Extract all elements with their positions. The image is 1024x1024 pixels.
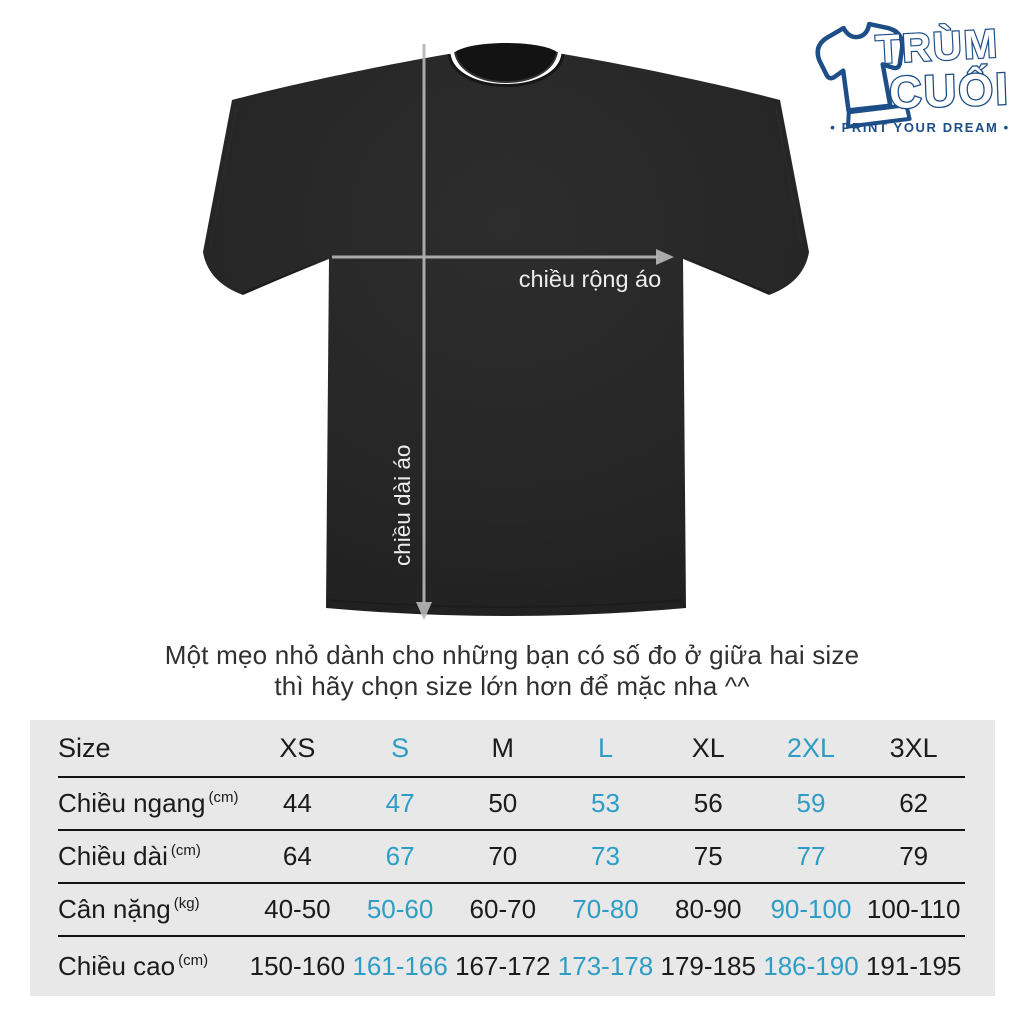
header-size-s: S bbox=[391, 732, 410, 763]
cell-height-xl: 179-185 bbox=[660, 951, 756, 981]
size-table bbox=[30, 720, 995, 996]
tip-line-1: Một mẹo nhỏ dành cho những bạn có số đo ở giữa hai size bbox=[164, 640, 860, 670]
brand-logo bbox=[808, 8, 1022, 148]
cell-width-2xl: 59 bbox=[796, 788, 826, 818]
cell-length-2xl: 77 bbox=[796, 841, 826, 871]
cell-weight-3xl: 100-110 bbox=[866, 894, 961, 924]
cell-weight-m: 60-70 bbox=[469, 894, 537, 924]
cell-width-l: 53 bbox=[591, 788, 620, 818]
row-label-weight-text: Cân nặng bbox=[58, 894, 171, 924]
cell-length-xs: 64 bbox=[282, 841, 312, 871]
header-size-label: Size bbox=[58, 732, 111, 763]
brand-name-bottom: CUỐI bbox=[888, 62, 1011, 119]
cell-weight-s: 50-60 bbox=[366, 894, 434, 924]
row-label-length bbox=[58, 841, 246, 872]
length-arrow-label: chiều dài áo bbox=[390, 444, 415, 566]
cell-height-xs: 150-160 bbox=[249, 951, 346, 981]
header-size-xl: XL bbox=[691, 732, 725, 763]
width-arrow-label: chiều rộng áo bbox=[518, 266, 662, 292]
table-row-height bbox=[58, 937, 965, 996]
tshirt-collar bbox=[455, 43, 557, 82]
cell-height-2xl: 186-190 bbox=[763, 951, 859, 981]
cell-weight-xs: 40-50 bbox=[264, 894, 331, 924]
row-label-height-text: Chiều cao bbox=[58, 951, 176, 981]
cell-height-m: 167-172 bbox=[455, 951, 551, 981]
cell-weight-xl: 80-90 bbox=[674, 894, 742, 924]
cell-width-s: 47 bbox=[385, 788, 415, 818]
row-label-width bbox=[58, 788, 246, 819]
cell-height-l: 173-178 bbox=[557, 951, 654, 981]
table-row-width bbox=[58, 778, 965, 831]
cell-width-m: 50 bbox=[488, 788, 518, 818]
row-label-width-text: Chiều ngang bbox=[58, 788, 206, 818]
header-size-m: M bbox=[491, 732, 515, 763]
row-label-length-text: Chiều dài bbox=[58, 841, 168, 871]
cell-length-xl: 75 bbox=[693, 841, 723, 871]
header-size-xs: XS bbox=[279, 732, 316, 763]
cell-height-3xl: 191-195 bbox=[865, 951, 962, 981]
cell-width-3xl: 62 bbox=[899, 788, 929, 818]
brand-name-top: TRÙM bbox=[874, 21, 1001, 73]
table-header-row bbox=[58, 720, 965, 778]
tshirt-image bbox=[203, 43, 809, 616]
cell-width-xl: 56 bbox=[693, 788, 723, 818]
table-row-weight bbox=[58, 884, 965, 937]
row-unit-height: (cm) bbox=[178, 952, 209, 970]
brand-tagline: • PRINT YOUR DREAM • bbox=[830, 120, 1010, 135]
size-tip-text bbox=[0, 640, 1024, 702]
tshirt-body bbox=[203, 54, 809, 616]
cell-weight-l: 70-80 bbox=[572, 894, 639, 924]
cell-width-xs: 44 bbox=[282, 788, 312, 818]
row-label-height bbox=[58, 951, 246, 982]
cell-height-s: 161-166 bbox=[352, 951, 448, 981]
cell-length-l: 73 bbox=[591, 841, 620, 871]
header-size-3xl: 3XL bbox=[889, 732, 938, 763]
table-row-length bbox=[58, 831, 965, 884]
row-unit-length: (cm) bbox=[170, 842, 201, 860]
header-size-l: L bbox=[598, 732, 614, 763]
cell-length-3xl: 79 bbox=[899, 841, 929, 871]
cell-weight-2xl: 90-100 bbox=[770, 894, 852, 924]
row-unit-weight: (kg) bbox=[173, 895, 200, 913]
cell-length-s: 67 bbox=[385, 841, 415, 871]
row-label-weight bbox=[58, 894, 246, 925]
header-size-2xl: 2XL bbox=[786, 732, 835, 763]
tip-line-2: thì hãy chọn size lớn hơn để mặc nha ^^ bbox=[274, 671, 750, 701]
row-unit-width: (cm) bbox=[208, 789, 239, 807]
cell-length-m: 70 bbox=[488, 841, 518, 871]
